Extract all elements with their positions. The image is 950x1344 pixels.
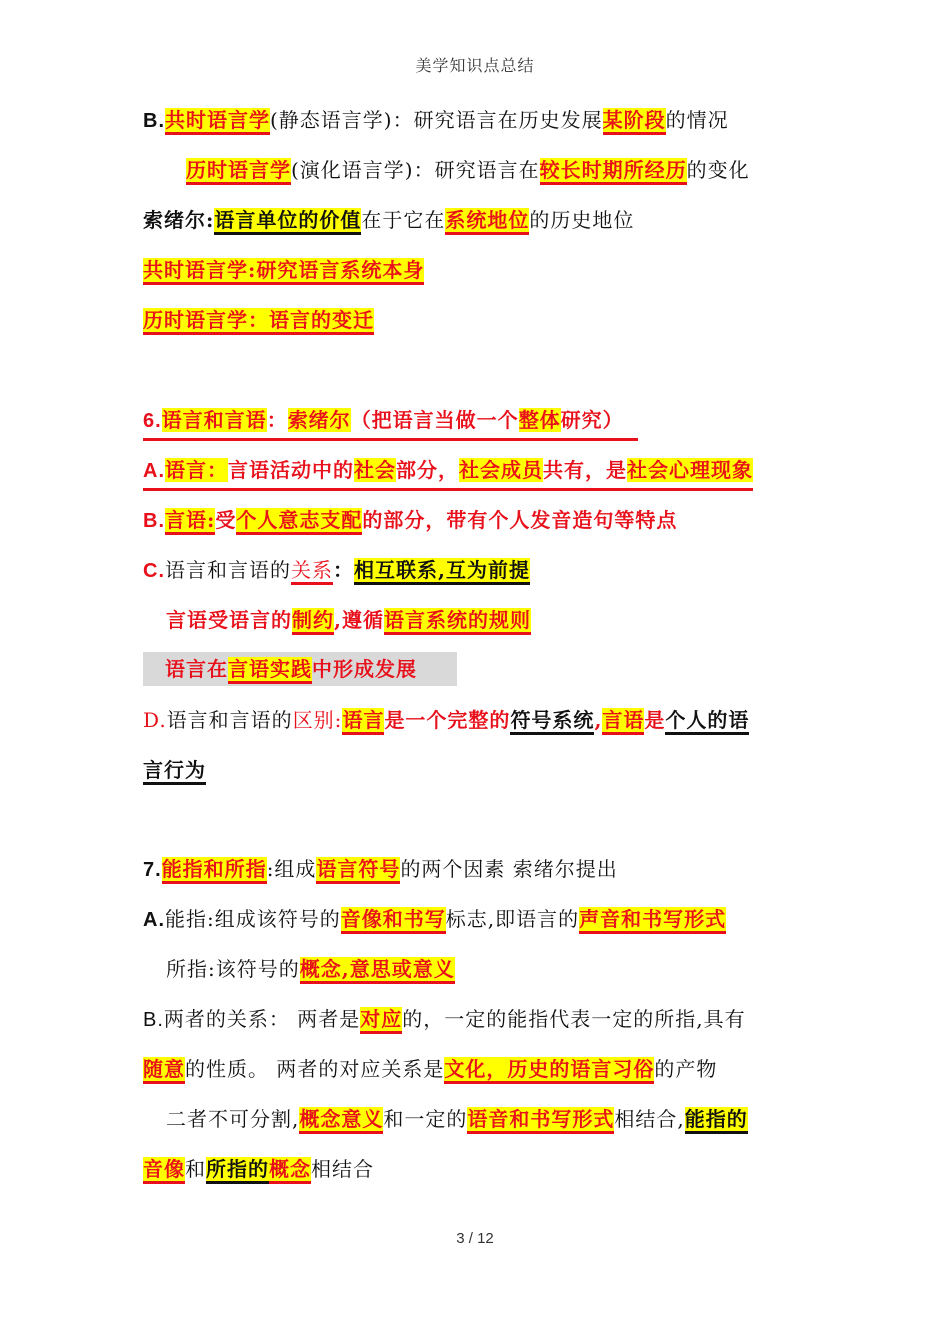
text: 相结合, (614, 1107, 685, 1131)
text: 的产物 (654, 1057, 718, 1081)
text: C. (143, 560, 165, 582)
text: 标志,即语言的 (445, 907, 580, 931)
text: 索绪尔 (287, 408, 351, 432)
text: 语言符号 (316, 857, 400, 884)
text: （把语言当做一个 (350, 408, 519, 432)
text: 历时语言学：语言的变迁 (143, 308, 374, 335)
item-marker: B. (143, 110, 165, 132)
text: 相结合 (311, 1157, 374, 1181)
line-6d (143, 703, 749, 737)
text: 和一定的 (383, 1107, 468, 1131)
text: 能指和所指 (162, 857, 267, 884)
text: 的部分，带有个人发音造句等特点 (362, 508, 678, 532)
text: 符号系统 (510, 708, 594, 735)
text: 语言和言语的 (166, 708, 293, 732)
text: B. (143, 510, 165, 532)
text: 能指的 (685, 1107, 748, 1134)
text: 区别: (292, 708, 343, 732)
text: 索绪尔: (143, 208, 215, 232)
text: 的两个因素 索绪尔提出 (400, 857, 618, 881)
text: 中形成发展 (312, 657, 417, 681)
text: B. (143, 1009, 164, 1031)
line-saussure-value (143, 203, 634, 237)
line-7b-cont (143, 1052, 717, 1086)
text: 共时语言学:研究语言系统本身 (143, 258, 424, 285)
line-diachronic-summary (143, 303, 374, 337)
text: 相互联系,互为前提 (354, 558, 530, 585)
text: 受 (215, 508, 237, 532)
line-6b (143, 503, 677, 537)
line-diachronic (186, 153, 750, 187)
text: 声音和书写形式 (579, 907, 726, 934)
text: 的历史地位 (529, 208, 635, 232)
text: 是一个完整的 (384, 708, 511, 732)
line-7c-cont (143, 1152, 374, 1186)
line-6c-practice (143, 652, 457, 686)
text: 社会 (354, 458, 396, 482)
line-6c-constraint (166, 603, 531, 637)
term-system-position: 系统地位 (445, 208, 529, 235)
text: 整体 (518, 408, 561, 432)
text: 制约 (292, 608, 334, 635)
text: 概念意义 (299, 1107, 383, 1134)
text: ： (266, 408, 288, 432)
text: 所指:该符号的 (166, 957, 300, 981)
text: 言语受语言的 (166, 608, 292, 632)
text: 言语实践 (228, 657, 312, 684)
text: 音像和书写 (341, 907, 446, 934)
text: 对应 (360, 1007, 402, 1034)
text: 的情况 (665, 108, 729, 132)
text: ： (333, 558, 354, 582)
line-7a-signified (166, 952, 455, 986)
text: 二者不可分割, (166, 1107, 300, 1131)
page-header: 美学知识点总结 (415, 56, 535, 75)
text: 语言 (342, 708, 384, 735)
text: :组成 (266, 857, 317, 881)
text: 随意 (143, 1057, 185, 1084)
line-7b (143, 1002, 746, 1036)
text: 概念,意思或意义 (300, 957, 455, 984)
text: 个人的语 (665, 708, 749, 735)
text: 言语 (602, 708, 644, 735)
text: 的性质。 两者的对应关系是 (185, 1057, 445, 1081)
text: 共有，是 (543, 458, 627, 482)
text: 能指:组成该符号的 (165, 907, 341, 931)
text: 语言和言语 (161, 408, 267, 432)
term-stage: 某阶段 (603, 108, 666, 135)
text: 言语: (165, 508, 215, 535)
text: , (594, 708, 603, 732)
text: 语言在 (165, 657, 228, 681)
text: 音像 (143, 1157, 185, 1184)
text: 语言系统的规则 (384, 608, 531, 635)
line-7c (166, 1102, 748, 1136)
term-long-period: 较长时期所经历 (540, 158, 687, 185)
line-6c (143, 553, 530, 587)
section-6-title (143, 403, 638, 437)
text: (静态语言学)：研究语言在历史发展 (270, 108, 603, 132)
line-6d-cont (143, 753, 206, 787)
text: 关系 (291, 558, 333, 585)
text: 的，一定的能指代表一定的所指,具有 (402, 1007, 746, 1031)
text: A. (143, 909, 165, 931)
text: 是 (644, 708, 666, 732)
text: 6. (143, 410, 162, 432)
text: 语音和书写形式 (467, 1107, 614, 1134)
line-synchronic-summary (143, 253, 424, 287)
term-value: 语言单位的价值 (214, 208, 361, 235)
text: 言语活动中的 (228, 458, 354, 482)
text: (演化语言学)：研究语言在 (291, 158, 540, 182)
text: 和 (185, 1157, 206, 1181)
page-number: 3 / 12 (456, 1230, 494, 1247)
text: 言行为 (143, 758, 206, 785)
text: 的变化 (686, 158, 750, 182)
text: 在于它在 (361, 208, 446, 232)
text: 概念 (269, 1157, 311, 1184)
line-synchronic (143, 103, 729, 137)
text: 社会成员 (459, 458, 543, 482)
text: 研究） (560, 408, 624, 432)
text: 语言： (165, 458, 228, 482)
line-6a (143, 453, 753, 487)
text: 7. (143, 859, 162, 881)
text: 两者的关系： 两者是 (163, 1007, 361, 1031)
text: 所指的 (206, 1157, 269, 1184)
term-diachronic: 历时语言学 (186, 158, 291, 185)
text: A. (143, 460, 165, 482)
text: 语言和言语的 (165, 558, 291, 582)
section-7-title (143, 852, 618, 886)
text: D. (143, 708, 167, 732)
text: 文化，历史的语言习俗 (444, 1057, 654, 1084)
text: 部分， (396, 458, 459, 482)
text: 个人意志支配 (236, 508, 362, 535)
line-7a (143, 902, 726, 936)
text: ,遵循 (334, 608, 384, 632)
term-synchronic: 共时语言学 (165, 108, 270, 135)
text: 社会心理现象 (627, 458, 753, 482)
